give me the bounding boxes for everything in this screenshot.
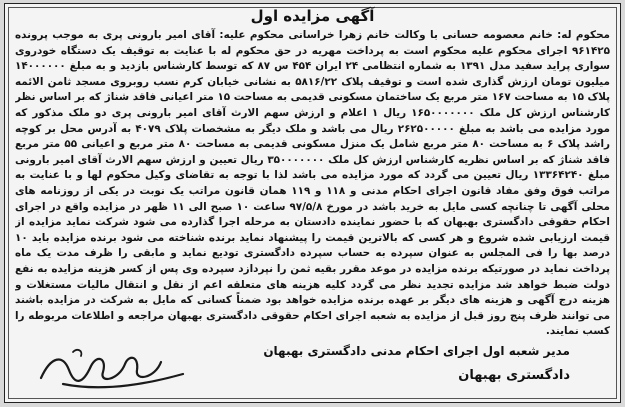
- signature-line-1: مدیر شعبه اول اجرای احکام مدنی دادگستری بهبهان: [263, 344, 570, 358]
- signature-block: [15, 340, 610, 396]
- signature-line-2: دادگستری بهبهان: [458, 368, 570, 383]
- notice-title: آگهی مزایده اول: [250, 7, 375, 25]
- newspaper-clipping: [4, 3, 621, 403]
- notice-body: محکوم له: خانم معصومه حسانی با وکالت خانم زهرا خراسانی محکوم علیه: آقای امیر بارونی پری به موجب پرونده ۹۶۱۴۲۵ اجرای محکوم علیه محکوم است به پرداخت مهریه در حق محکوم له با عنایت به توقیف یک دستگاه خودروی سواری پراید سفید مدل ۱۳۹۱ به شماره انتظامی ۲۴ ایران ۴۵۴ س ۸۷ که توسط کارشناس بازدید و به مبلغ ۱۴۰۰۰۰۰۰ میلیون تومان ارزش گذاری شده است و توقیف پلاک ۵۸۱۶/۲۲ به نشانی خیابان کرم نسب روبروی مسجد ثامن الائمه پلاک ۱۵ به مساحت ۱۶۷ متر مربع یک ساختمان مسکونی قدیمی به مساحت ۱۵ متر اعیانی فاقد شناژ که بر اساس نظر کارشناس ارزش کل ملک ۱۶۵۰۰۰۰۰۰۰ ریال ۱ اعلام و ارزش سهم الارث آقای امیر بارونی پری دو ملک مذکور که مورد مزایده می باشد به مبلغ ۲۶۲۵۰۰۰۰۰ ریال می باشد و ملک دیگر به مشخصات پلاک ۴۰۷۹ به آدرس محل بر کوچه راشد پلاک ۶ به مساحت ۸۰ متر مربع شامل یک منزل مسکونی قدیمی به مساحت ۸۰ متر مربع و اعیانی ۵۵ متر مربع فاقد شناژ که بر اساس نظریه کارشناس ارزش کل ملک ۳۵۰۰۰۰۰۰۰ ریال تعیین و ارزش سهم الارث آقای امیر بارونی مبلغ ۱۳۳۶۴۲۴۰ ریال تعیین می گردد که مورد مزایده می باشد لذا با توجه به تقاضای وکیل محکوم لها و با عنایت به مراتب فوق وفق مفاد قانون اجرای احکام مدنی و ۱۱۸ و ۱۱۹ همان قانون مراتب یک نوبت در یکی از روزنامه های محلی آگهی تا چنانچه کسی مایل به خرید باشد در مورخ ۹۷/۵/۸ ساعت ۱۰ صبح الی ۱۱ ظهر در مزایده واقع در اجرای احکام حقوقی دادگستری بهبهان که با حضور نماینده دادستان به مرحله اجرا گذارده می شود شرکت نماید مزایده از قیمت ارزیابی شده شروع و هر کسی که بالاترین قیمت را پیشنهاد نماید برنده شناخته می شود برنده مزایده باید ۱۰ درصد بها را فی المجلس به عنوان سپرده به حساب سپرده دادگستری تودیع نماید و مابقی را ظرف مدت یک ماه پرداخت نماید در صورتیکه برنده مزایده در موعد مقرر بقیه ثمن را نپردازد سپرده وی پس از کسر هزینه مزایده به نفع دولت ضبط خواهد شد مزایده تجدید نظر می گردد کلیه هزینه های متعلقه اعم از نقل و انتقال مالیات مستغلات و هزینه درج آگهی و هزینه های دیگر بر عهده برنده مزایده خواهد بود ضمناً کسانی که مایل به شرکت در مزایده باشند می توانند ظرف پنج روز قبل از مزایده به شعبه اجرای احکام حقوقی دادگستری بهبهان مراجعه و اطلاعات مربوطه را کسب نمایند.: [15, 29, 610, 338]
- handwritten-signature-icon: [33, 344, 193, 394]
